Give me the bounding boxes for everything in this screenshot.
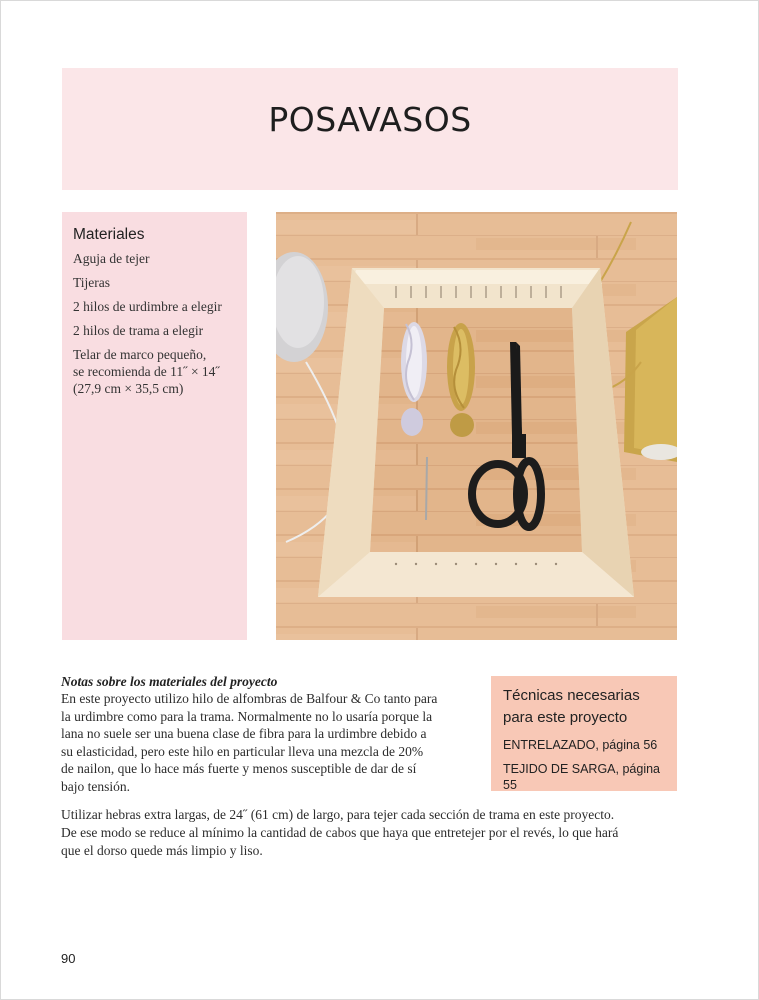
technique-name: ENTRELAZADO (503, 738, 596, 752)
technique-page-ref: , página 55 (503, 762, 661, 792)
materials-item: 2 hilos de trama a elegir (73, 323, 204, 338)
materials-photo (276, 212, 677, 640)
techniques-box (491, 676, 677, 791)
loom-line-2: se recomienda de 11˝ × 14˝ (73, 364, 220, 379)
techniques-heading-line-1: Técnicas necesarias (503, 687, 640, 704)
notes-line: lana no suele ser una buena clase de fibra para la urdimbre debido a (61, 726, 427, 741)
notes-line: su elasticidad, pero este hilo en particular lleva una mezcla de 20% (61, 743, 424, 759)
materials-item: Tijeras (73, 275, 111, 290)
instructions-paragraph (61, 806, 681, 860)
technique-item (503, 737, 667, 753)
notes-line: En este proyecto utilizo hilo de alfombras de Balfour & Co tanto para (61, 691, 438, 706)
materials-item: Aguja de tejer (73, 251, 150, 266)
page-number: 90 (61, 951, 76, 966)
materials-heading: Materiales (73, 226, 145, 243)
paragraph-line: Utilizar hebras extra largas, de 24˝ (61 cm) de largo, para tejer cada sección de trama en este proyecto. (61, 807, 615, 822)
photo-illustration (276, 212, 677, 640)
materials-item-loom (73, 346, 237, 397)
paragraph-line: De ese modo se reduce al mínimo la cantidad de cabos que haya que entretejer por el revés, lo que hará (61, 825, 619, 840)
project-notes (61, 673, 466, 795)
technique-name: TEJIDO DE SARGA (503, 762, 616, 776)
notes-line: bajo tensión. (61, 778, 130, 794)
loom-line-3: (27,9 cm × 35,5 cm) (73, 381, 184, 396)
materials-box (62, 212, 247, 640)
title-band (62, 68, 678, 190)
notes-line: de nailon, que lo hace más fuerte y menos susceptible de dar de sí (61, 761, 417, 776)
notes-heading: Notas sobre los materiales del proyecto (61, 674, 278, 689)
technique-item (503, 761, 667, 793)
technique-page-ref: , página 56 (595, 738, 658, 752)
notes-line: la urdimbre como para la trama. Normalmente no lo usaría porque la (61, 708, 433, 724)
techniques-heading (503, 685, 667, 729)
page-title: POSAVASOS (268, 100, 472, 140)
paragraph-line: que el dorso quede más limpio y liso. (61, 843, 263, 858)
materials-item: 2 hilos de urdimbre a elegir (73, 299, 222, 314)
materials-list (73, 250, 237, 397)
techniques-heading-line-2: para este proyecto (503, 709, 628, 726)
loom-line-1: Telar de marco pequeño, (73, 347, 207, 362)
